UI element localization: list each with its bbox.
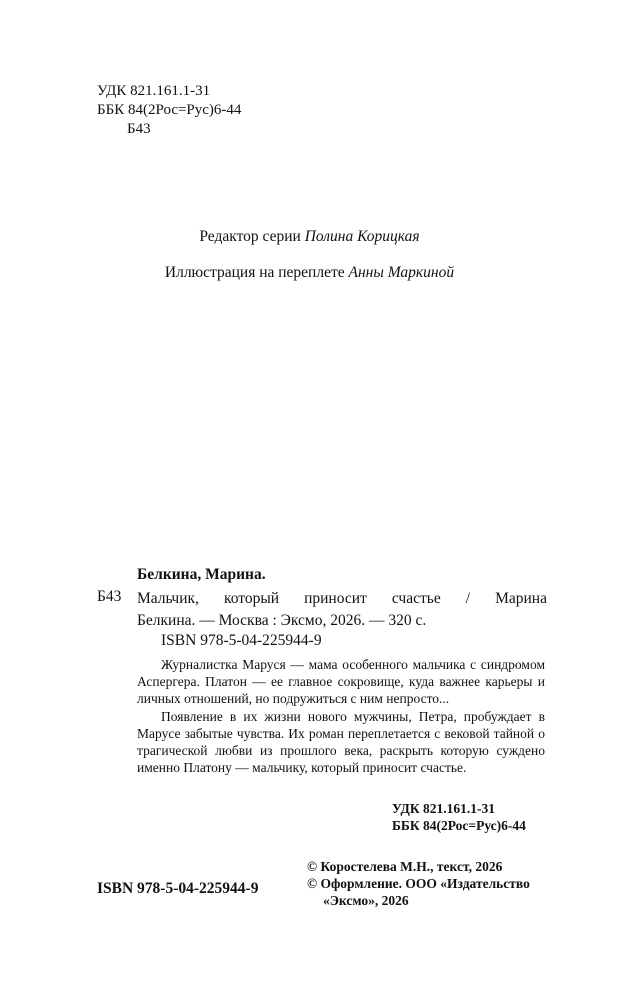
footer-isbn: ISBN 978-5-04-225944-9 <box>97 880 259 897</box>
udk-code: УДК 821.161.1-31 <box>97 83 211 99</box>
classification-codes <box>97 82 241 139</box>
annotation <box>137 656 545 776</box>
illustrator-name: Анны Маркиной <box>348 264 455 281</box>
annotation-paragraph-2: Появление в их жизни нового мужчины, Петра, пробуждает в Марусе забытые чувства. Их роман переплетается с вековой тайной о трагической любви из прошлого века, раскрыть которую суждено именно Платону — мальчику, который приносит счастье. <box>137 708 545 776</box>
catalog-author: Белкина, Марина. <box>137 566 266 583</box>
copyright-block <box>307 858 530 909</box>
footer-bbk: ББК 84(2Рос=Рус)6-44 <box>392 818 526 833</box>
illustrator-credit <box>0 264 619 282</box>
editor-credit <box>0 228 619 246</box>
annotation-paragraph-1: Журналистка Маруся — мама особенного мальчика с синдромом Аспергера. Платон — ее главное сокровище, куда важнее карьеры и личных отношений, но подружиться с ним непросто... <box>137 657 545 707</box>
editor-prefix: Редактор серии <box>199 228 301 245</box>
catalog-isbn: ISBN 978-5-04-225944-9 <box>161 632 322 649</box>
footer-udk: УДК 821.161.1-31 <box>392 801 495 816</box>
copyright-design: © Оформление. ООО «Издательство <box>307 876 530 891</box>
bibliographic-description <box>137 588 547 632</box>
editor-name: Полина Корицкая <box>304 228 420 245</box>
footer-classification <box>392 800 526 834</box>
author-code: Б43 <box>127 121 151 137</box>
copyright-text: © Коростелева М.Н., текст, 2026 <box>307 859 503 874</box>
biblio-line-1: Мальчик, который приносит счастье / Марина <box>137 590 547 607</box>
catalog-code: Б43 <box>97 588 122 605</box>
illustrator-prefix: Иллюстрация на переплете <box>164 264 345 281</box>
bbk-code: ББК 84(2Рос=Рус)6-44 <box>97 102 242 118</box>
biblio-line-2: Белкина. — Москва : Эксмо, 2026. — 320 с. <box>137 612 427 629</box>
copyright-design-cont: «Эксмо», 2026 <box>323 893 409 908</box>
